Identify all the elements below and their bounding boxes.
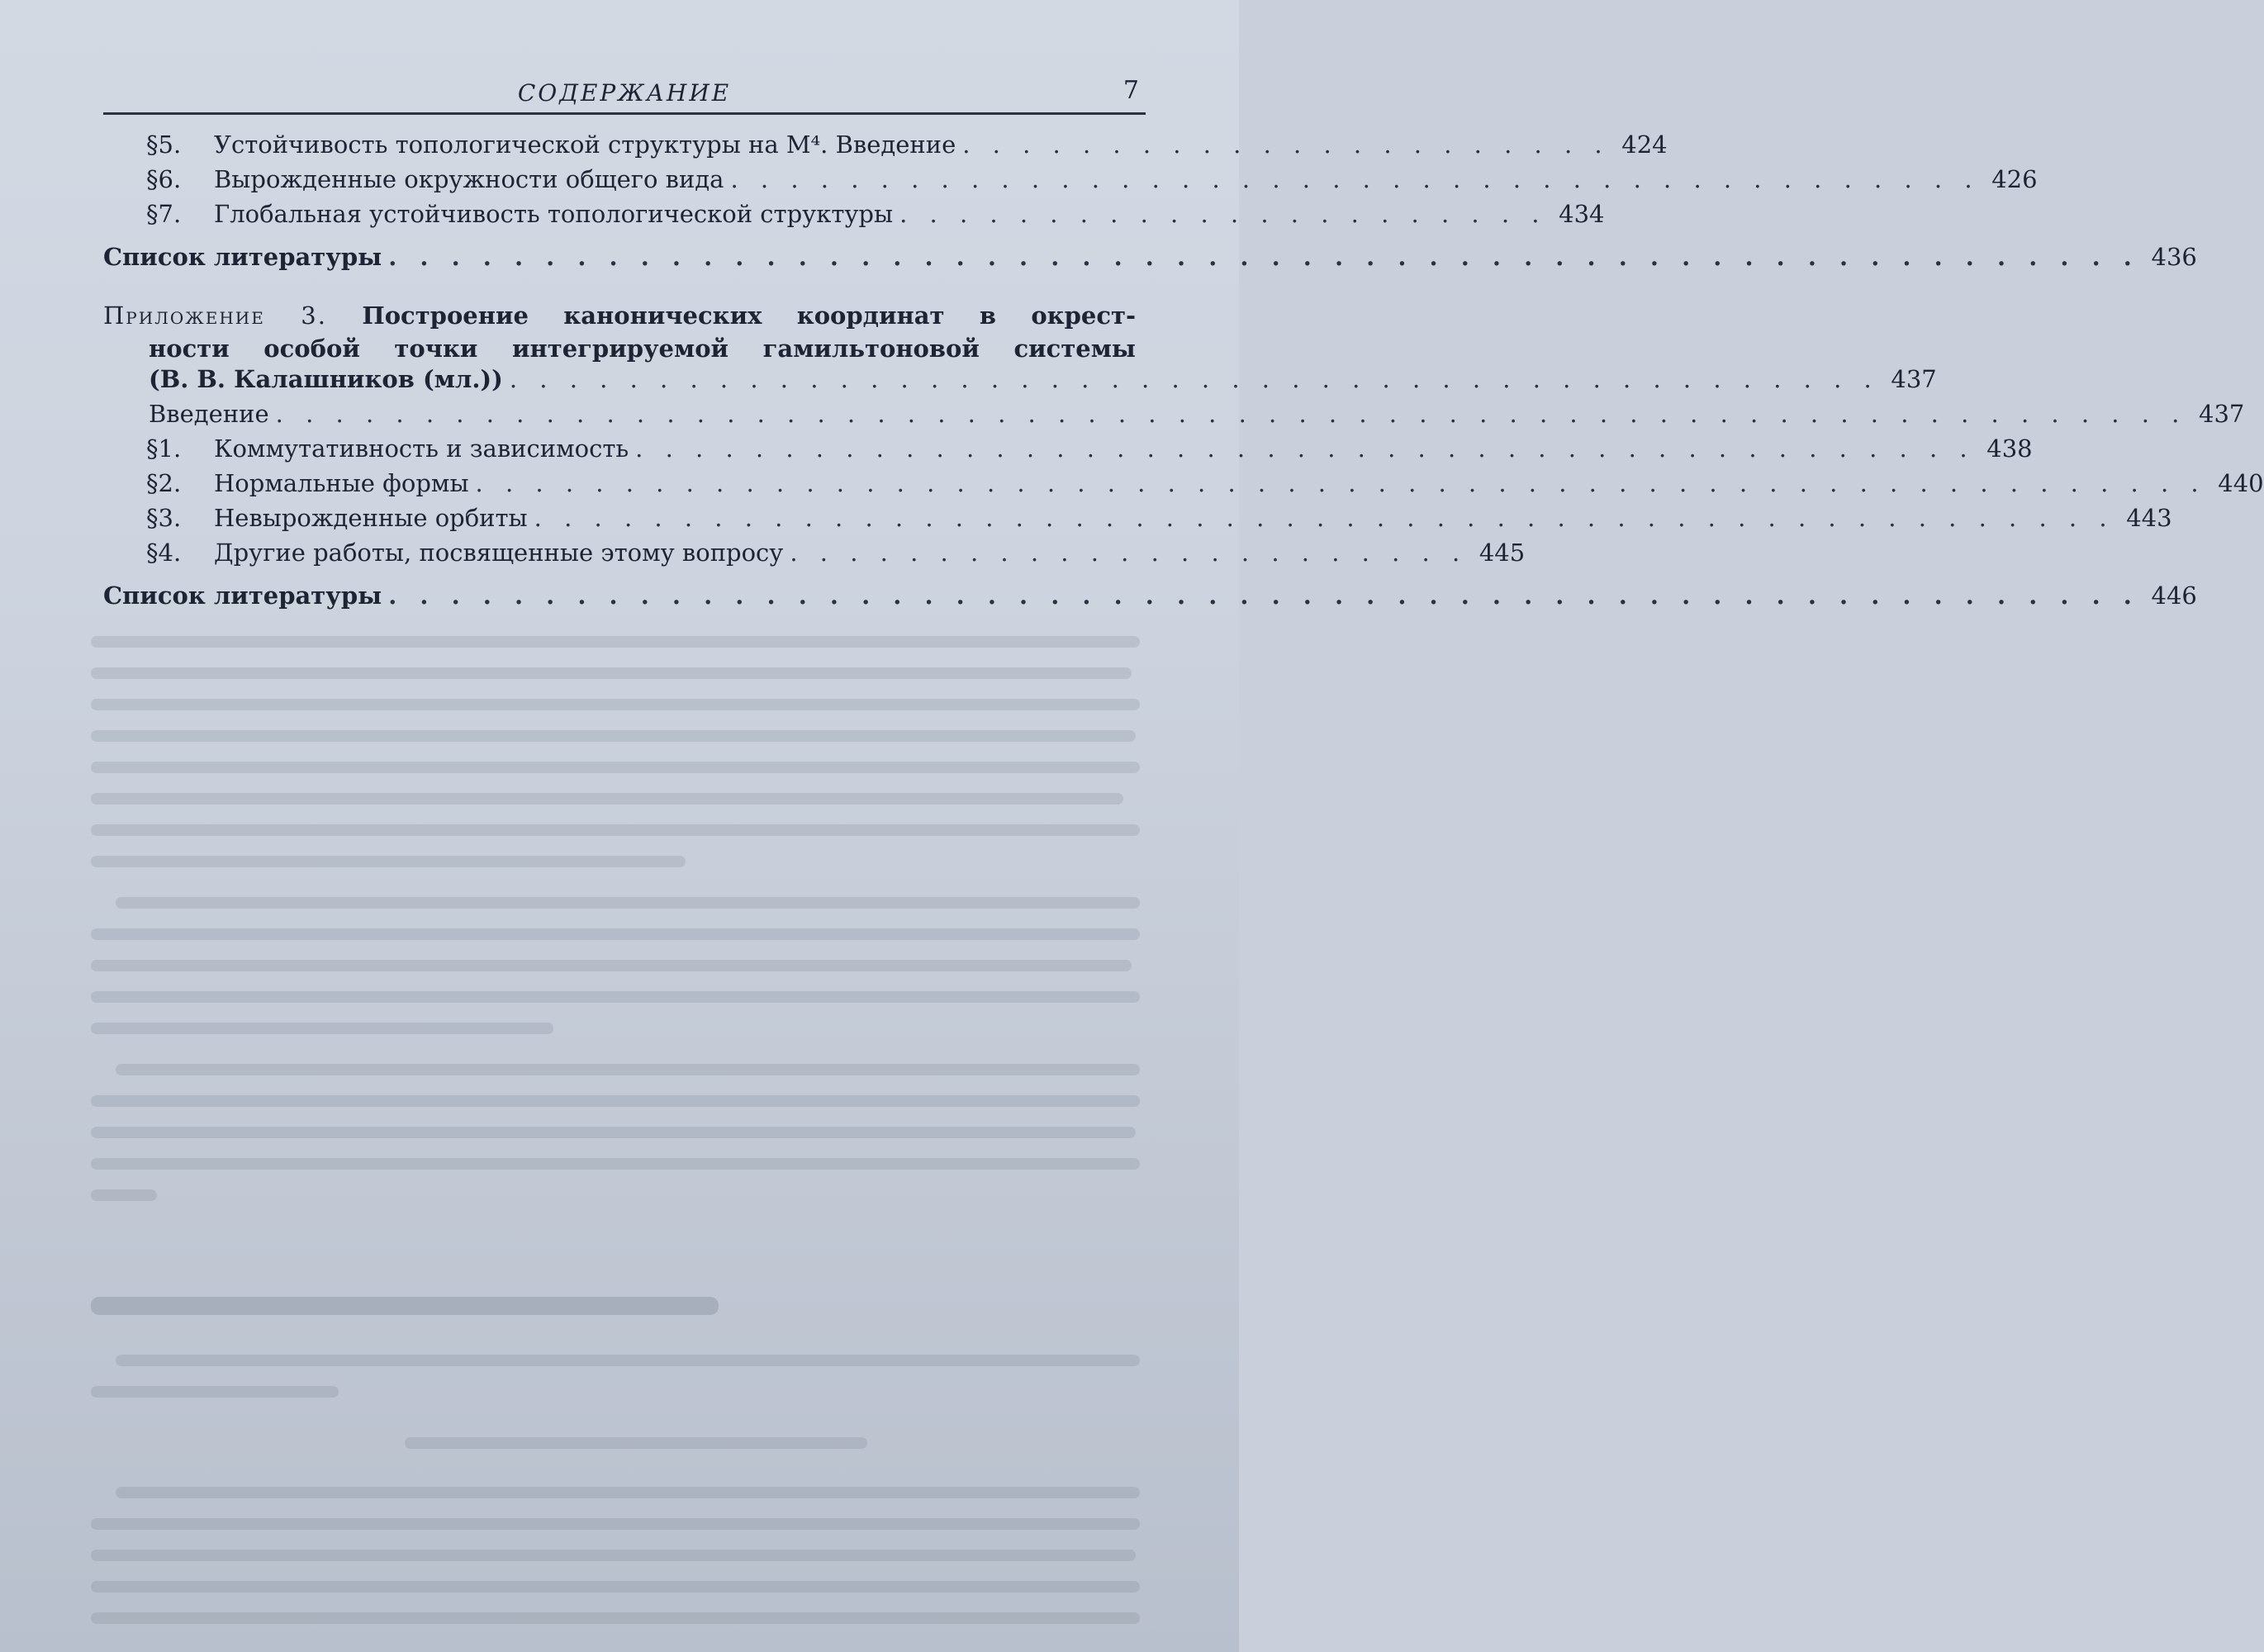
section-number: §5. — [146, 131, 182, 159]
toc-entry — [103, 131, 1668, 165]
toc-entry — [103, 165, 2038, 200]
leader-dots: . . . . . . . . . . . . . . . . . . . . . . . . . . . . . . . . . . . . . . . . . . . . . . . . . . . . . . . . . . . . . . . . — [275, 400, 2187, 428]
appendix-entry — [103, 299, 1136, 365]
toc-entry — [103, 469, 2264, 504]
page-number: 426 — [1991, 165, 2038, 193]
section-title: Устойчивость топологической структуры на M⁴. Введение — [214, 131, 956, 159]
leader-dots: . . . . . . . . . . . . . . . . . . . . . . — [899, 200, 1547, 228]
leader-dots: . . . . . . . . . . . . . . . . . . . . . . . . . . . . . . . . . . . . . . . . . . . . . . . . . . . . . — [534, 504, 2114, 532]
section-title: Глобальная устойчивость топологической структуры — [214, 200, 894, 228]
section-title: Нормальные формы — [214, 469, 469, 497]
toc-entry — [103, 504, 2172, 539]
section-title: Коммутативность и зависимость — [214, 434, 629, 463]
page-number: 436 — [2151, 243, 2197, 271]
references-title: Список литературы — [103, 243, 382, 271]
references-entry — [103, 582, 2197, 616]
section-title: Другие работы, посвященные этому вопросу — [214, 539, 784, 567]
page-number: 437 — [1891, 365, 1937, 393]
toc-entry — [103, 400, 2245, 434]
appendix-title-line2: ности особой точки интегрируемой гамильтоновой системы — [149, 335, 1136, 363]
references-entry — [103, 243, 2197, 278]
page-number: 434 — [1559, 200, 1605, 228]
page-number: 438 — [1986, 434, 2033, 463]
leader-dots: . . . . . . . . . . . . . . . . . . . . . . . . . . . . . . . . . . . . . . . . . . . . . . . . . . . . . . . . — [388, 243, 2139, 271]
page-number: 424 — [1621, 131, 1668, 159]
leader-dots: . . . . . . . . . . . . . . . . . . . . . . . — [790, 539, 1468, 567]
section-number: §2. — [146, 469, 182, 497]
page-number: 443 — [2126, 504, 2172, 532]
section-title: Вырожденные окружности общего вида — [214, 165, 724, 193]
leader-dots: . . . . . . . . . . . . . . . . . . . . . . . . . . . . . . . . . . . . . . . . . . . . . . . . . . . . . . . . — [388, 582, 2139, 610]
leader-dots: . . . . . . . . . . . . . . . . . . . . . . — [962, 131, 1610, 159]
show-through-blur — [91, 636, 1156, 1652]
header-title: СОДЕРЖАНИЕ — [517, 79, 732, 107]
leader-dots: . . . . . . . . . . . . . . . . . . . . . . . . . . . . . . . . . . . . . . . . . . . . . . . . . . . . . . . . . . — [475, 469, 2206, 497]
toc-entry — [103, 539, 1526, 573]
appendix-title-line1: Построение канонических координат в окрест- — [362, 301, 1136, 330]
leader-dots: . . . . . . . . . . . . . . . . . . . . . . . . . . . . . . . . . . . . . . . . . . . . . . — [509, 365, 1879, 393]
section-title: Невырожденные орбиты — [214, 504, 528, 532]
section-number: §7. — [146, 200, 182, 228]
appendix-author: (В. В. Калашников (мл.)) — [149, 365, 503, 393]
appendix-author-entry — [103, 365, 1937, 400]
toc-entry — [103, 200, 1605, 235]
header-page-number: 7 — [1123, 76, 1139, 105]
references-title: Список литературы — [103, 582, 382, 610]
section-number: §3. — [146, 504, 182, 532]
page-number: 440 — [2218, 469, 2264, 497]
page-number: 437 — [2199, 400, 2245, 428]
section-number: §4. — [146, 539, 182, 567]
leader-dots: . . . . . . . . . . . . . . . . . . . . . . . . . . . . . . . . . . . . . . . . . . . . . — [635, 434, 1975, 463]
leader-dots: . . . . . . . . . . . . . . . . . . . . . . . . . . . . . . . . . . . . . . . . . . — [730, 165, 1980, 193]
toc-entry — [103, 434, 2033, 469]
section-number: §1. — [146, 434, 182, 463]
section-number: §6. — [146, 165, 182, 193]
appendix-label: Приложение 3. — [103, 301, 327, 330]
page-number: 445 — [1478, 539, 1526, 567]
running-header — [103, 76, 1146, 115]
intro-title: Введение — [149, 400, 269, 428]
page-number: 446 — [2151, 582, 2197, 610]
